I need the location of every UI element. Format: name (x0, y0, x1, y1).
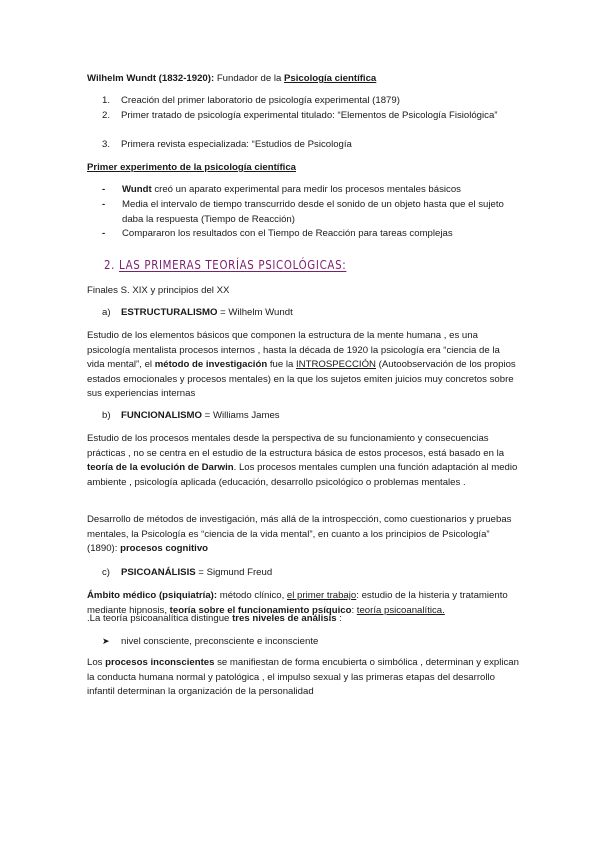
sub-author: = Wilhelm Wundt (217, 307, 293, 318)
intro-text: Fundador de la (214, 73, 285, 84)
bullet-dash: - (102, 199, 106, 210)
text-run-bold: procesos cognitivo (120, 543, 209, 555)
list-text: Primera revista especializada: “Estudios de Psicología (121, 139, 352, 150)
text-run: Estudio de los procesos mentales desde la perspectiva de su funcionamiento y consecuencias prácticas , no se centra en el estudio de la estructura básica de estos procesos, está basado en la (87, 433, 505, 459)
bullet-bold: Wundt (122, 184, 152, 195)
bullet-dash: - (102, 228, 106, 239)
paragraph (87, 656, 519, 700)
list-text: Primer tratado de psicología experimental titulado: “Elementos de Psicología Fisiológica” (121, 110, 498, 121)
text-run-bold: método de investigación (154, 359, 268, 371)
intro-link: Psicología científica (284, 73, 377, 84)
bullet-dash: - (102, 184, 106, 195)
experiment-title: Primer experimento de la psicología científica (87, 162, 297, 173)
list-text: Creación del primer laboratorio de psicología experimental (1879) (121, 95, 400, 106)
text-run: (Autoobservación de los propios estados emocionales y procesos mentales) en la que los sujetos emiten juicios muy concretos sobre sus experiencias internas (87, 359, 516, 400)
text-run: método clínico, (217, 590, 287, 601)
text-run-bold: procesos inconscientes (105, 657, 215, 668)
subheading-estructuralismo (102, 306, 293, 321)
text-run-bold: teoría sobre el funcionamiento psíquico (169, 604, 352, 616)
sub-author: = Sigmund Freud (195, 567, 273, 578)
paragraph (87, 432, 519, 490)
bullet-text: Media el intervalo de tiempo transcurrido desde el sonido de un objeto hasta que el sujeto daba la respuesta (Tiempo de Reacción) (122, 199, 504, 225)
paragraph (87, 329, 519, 402)
bullet-text: Compararon los resultados con el Tiempo de Reacción para tareas complejas (122, 228, 453, 239)
section-heading (104, 257, 346, 272)
text-run: se manifiestan de forma encubierta o simbólica , determinan y explican la conducta humana normal y patológica , el impulso sexual y las primeras etapas del desarrollo infantil determinan la organización de la personalidad (87, 657, 519, 698)
text-run-underlined: teoría psicoanalítica. (356, 604, 445, 616)
text-run: . Los procesos mentales cumplen una función adaptación al medio ambiente , psicología aplicada (educación, desarrollo psicológico o problemas mentales . (87, 462, 518, 488)
sub-label: a) (102, 307, 111, 318)
subheading-funcionalismo (102, 409, 280, 424)
list-number: 2. (102, 110, 111, 121)
text-run: .La teoría psicoanalítica distingue (87, 613, 233, 624)
text-run-bold: Ámbito médico (psiquiatría): (87, 590, 218, 601)
list-number: 3. (102, 139, 111, 150)
arrow-item-text: nivel consciente, preconsciente e inconsciente (121, 636, 319, 647)
sub-name: ESTRUCTURALISMO (121, 307, 218, 318)
paragraph (87, 513, 519, 557)
arrow-bullet-icon: ➤ (102, 636, 110, 646)
paragraph (87, 612, 519, 627)
section-title: LAS PRIMERAS TEORÍAS PSICOLÓGICAS: (119, 257, 347, 272)
intro-name: Wilhelm Wundt (1832-1920): (87, 73, 215, 84)
text-run-underlined: INTROSPECCIÓN (296, 359, 376, 371)
intro-line (87, 72, 519, 87)
subheading-psicoanalisis (102, 566, 272, 581)
text-run: Los (87, 657, 106, 668)
text-run: Desarrollo de métodos de investigación, más allá de la introspección, como cuestionarios y pruebas mentales, la Psicología es “ciencia de la vida mental”, en cuanto a los principios de Psicología” (1890): (87, 514, 512, 555)
bullet-text: creó un aparato experimental para medir los procesos mentales básicos (151, 184, 461, 195)
text-run: : estudio de la histeria y tratamiento mediante hipnosis, (87, 590, 508, 616)
sub-name: PSICOANÁLISIS (121, 567, 196, 578)
text-run-bold: teoría de la evolución de Darwin (87, 462, 234, 474)
arrow-list-item (102, 634, 318, 650)
sub-name: FUNCIONALISMO (121, 410, 203, 421)
text-run: : (351, 604, 357, 616)
sub-label: b) (102, 410, 111, 421)
section-number: 2. (104, 257, 116, 272)
list-number: 1. (102, 95, 111, 106)
sub-label: c) (102, 567, 110, 578)
text-run: Estudio de los elementos básicos que componen la estructura de la mente humana , es una psicología mentalista procesos internos , hasta la década de 1920 la psicología era “ciencia de la vida mental”, el (87, 330, 500, 371)
text-run-bold: tres niveles de análisis (232, 613, 337, 624)
text-run: : (336, 613, 342, 624)
text-run-underlined: el primer trabajo (286, 590, 357, 601)
text-run: fue la (267, 359, 297, 371)
period-text: Finales S. XIX y principios del XX (87, 285, 230, 296)
sub-author: = Williams James (202, 410, 280, 421)
